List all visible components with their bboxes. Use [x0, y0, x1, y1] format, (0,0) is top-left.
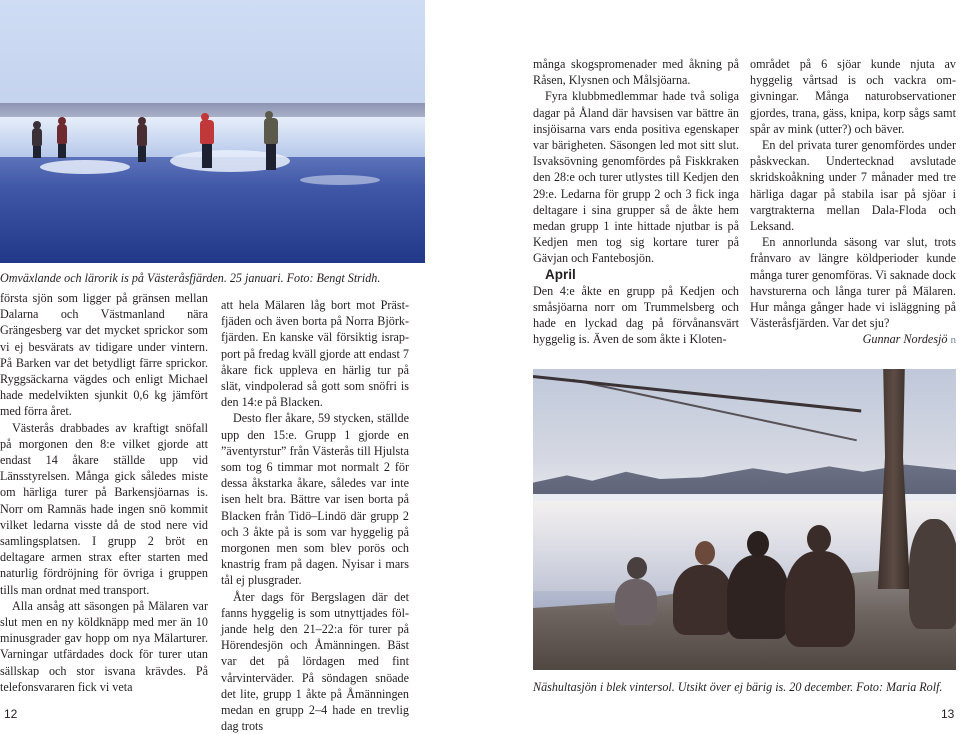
photo-skater-legs	[58, 144, 66, 158]
photo-skater	[32, 128, 42, 146]
photo-skater	[57, 124, 67, 144]
photo-sunset-lake-people	[533, 369, 956, 670]
photo-skater-legs	[33, 146, 41, 158]
paragraph: Alla ansåg att säsongen på Mälaren var slut men en ny köldknäpp med mer än 10 minusgrader gav hopp om nya Mälarturer. Varningar utfärdades dock för turer utan sällskap och stor isvana krävdes. På telefonsvararen fick vi veta	[0, 598, 208, 694]
photo-skater-legs	[138, 146, 146, 162]
photo-skater-legs	[266, 144, 276, 170]
paragraph: området på 6 sjöar kunde njuta av hyggelig vårtsad is och vackra omgivningar. Många naturobservationer gjordes, trana, gäss, knipa, korp sågs samt spår av mink (utter?) och bäver.	[750, 57, 956, 136]
photo-skater	[264, 118, 278, 144]
photo-person-head	[747, 531, 769, 557]
text-column-2	[221, 297, 409, 734]
paragraph: En annorlunda säsong var slut, trots frånvaro av längre köldperioder kunde många turer genomföras. Vi saknade dock havsturerna och långa turer på Mälaren. Hur många gånger hade vi isläggning på Västeråsfjärden. Var det sju?	[750, 235, 956, 331]
paragraph: första sjön som ligger på gränsen mellan Dalarna och Västmanland nära Grängesberg var det mycket sprickor som vi ej besvärats av tidigare under vintern. På Barken var det betydligt färre sprickor. Ryggsäckarna vägdes och enligt Michael hade medelvikten sjunkit 0,6 kg jämfört med förra året.	[0, 291, 208, 419]
photo-skater-legs	[202, 144, 212, 168]
photo-branch	[573, 379, 857, 441]
photo-person	[727, 555, 789, 639]
photo-snow-patch	[40, 160, 130, 174]
photo-person	[673, 565, 733, 635]
photo-caption-top: Omväxlande och lärorik is på Västeråsfjärden. 25 januari. Foto: Bengt Stridh.	[0, 271, 381, 285]
paragraph: Åter dags för Bergslagen där det fanns hyggelig is som utnyttjades följande helg den 21–22:a för turer på Hörendesjön och Åmänningen. Bäst var det på lördagen med fint vårvinterväder. På söndagen snöade det lite, grupp 1 åkte på Åmänningen medan en grupp 2–4 hade en trevlig dag trots	[221, 589, 409, 734]
photo-person-head	[695, 541, 715, 565]
paragraph: att hela Mälaren låg bort mot Prästfjäden och även borta på Norra Björkfjärden. En kanske väl försiktig israpport på fredag kväll gjorde att endast 7 åkare fick uppleva en härlig tur på slät, vindpolerad så gott som snöfri is den 14:e på Blacken.	[221, 298, 409, 410]
photo-person	[615, 579, 657, 625]
section-heading-april: April	[545, 266, 576, 282]
photo-person-head	[627, 557, 647, 579]
author-byline	[750, 331, 956, 348]
text-column-3	[533, 56, 739, 347]
photo-skater	[137, 124, 147, 146]
text-column-1	[0, 290, 208, 695]
page-number-right: 13	[941, 707, 955, 721]
photo-skater	[200, 120, 214, 144]
paragraph: En del privata turer genomfördes under påskveckan. Undertecknad avslutade skridskoåkning under 7 månader med tre härliga dagar på stabila isar på sjöar i vargtrakterna mellan Dala-Floda och Leksand.	[750, 138, 956, 234]
photo-person	[909, 519, 956, 629]
paragraph: Desto fler åkare, 59 stycken, ställde upp den 15:e. Grupp 1 gjorde en ”äventyrstur” från Västerås till Hjulsta som tog 6 timmar mot normalt 2 för dessa åkstarka åkare, således var inte isen helt bra. Bättre var isen borta på Blacken från Tidö–Lindö där grupp 2 och 3 åkte på is som var hyggelig på morgonen men som blev porös och knastrig fram på dagen. Nyisar i mars tål ej plusgrader.	[221, 411, 409, 588]
photo-person	[785, 551, 855, 647]
photo-snow-patch	[300, 175, 380, 185]
photo-winter-lake-skaters	[0, 0, 425, 263]
paragraph: Den 4:e åkte en grupp på Kedjen och småsjöarna norr om Trummelsberg och hade en lyckad dag på förvånansvärt hyggelig is. Även de som åkte i Kloten-	[533, 283, 739, 347]
photo-sky	[0, 0, 425, 105]
text-column-4	[750, 56, 956, 349]
end-mark: n	[950, 334, 956, 347]
paragraph: många skogspromenader med åkning på Råsen, Klysnen och Målsjöarna.	[533, 57, 739, 88]
author-name: Gunnar Nordesjö	[862, 332, 948, 347]
page-number-left: 12	[4, 707, 18, 721]
photo-shoreline	[0, 103, 425, 117]
paragraph: Fyra klubbmedlemmar hade två soliga dagar på Åland där havsisen var bättre än insjöisarna vars enda positiva egenskaper var bärigheten. Säsongen led mot sitt slut. Isvaksövning genomfördes på Fiskkraken den 28:e och turer utlystes till Kedjen den 29:e. Ledarna för grupp 2 och 3 fick inga deltagare i sina grupper så de åkte hem medan grupp 1 inte hittade njutbar is på Kedjen men tog sig kortare turer på Gävjan och Fantebosjön.	[533, 89, 739, 266]
photo-caption-bottom: Näshultasjön i blek vintersol. Utsikt över ej bärig is. 20 december. Foto: Maria Rolf.	[533, 680, 943, 694]
paragraph: Västerås drabbades av kraftigt snöfall på morgonen den 8:e vilket gjorde att endast 14 åkare ställde upp vid Länsstyrelsen. Många gick således miste om härliga turer på Barkensjöarnas is. Norr om Ramnäs hade ingen snö kommit vilket ledarna visste då de stod nere vid samlingsplatsen. I grupp 2 bröt en deltagare armen strax efter starten med naturlig fördröjning för övriga i gruppen tills man ordnat med transport.	[0, 420, 208, 597]
photo-person-head	[807, 525, 831, 553]
